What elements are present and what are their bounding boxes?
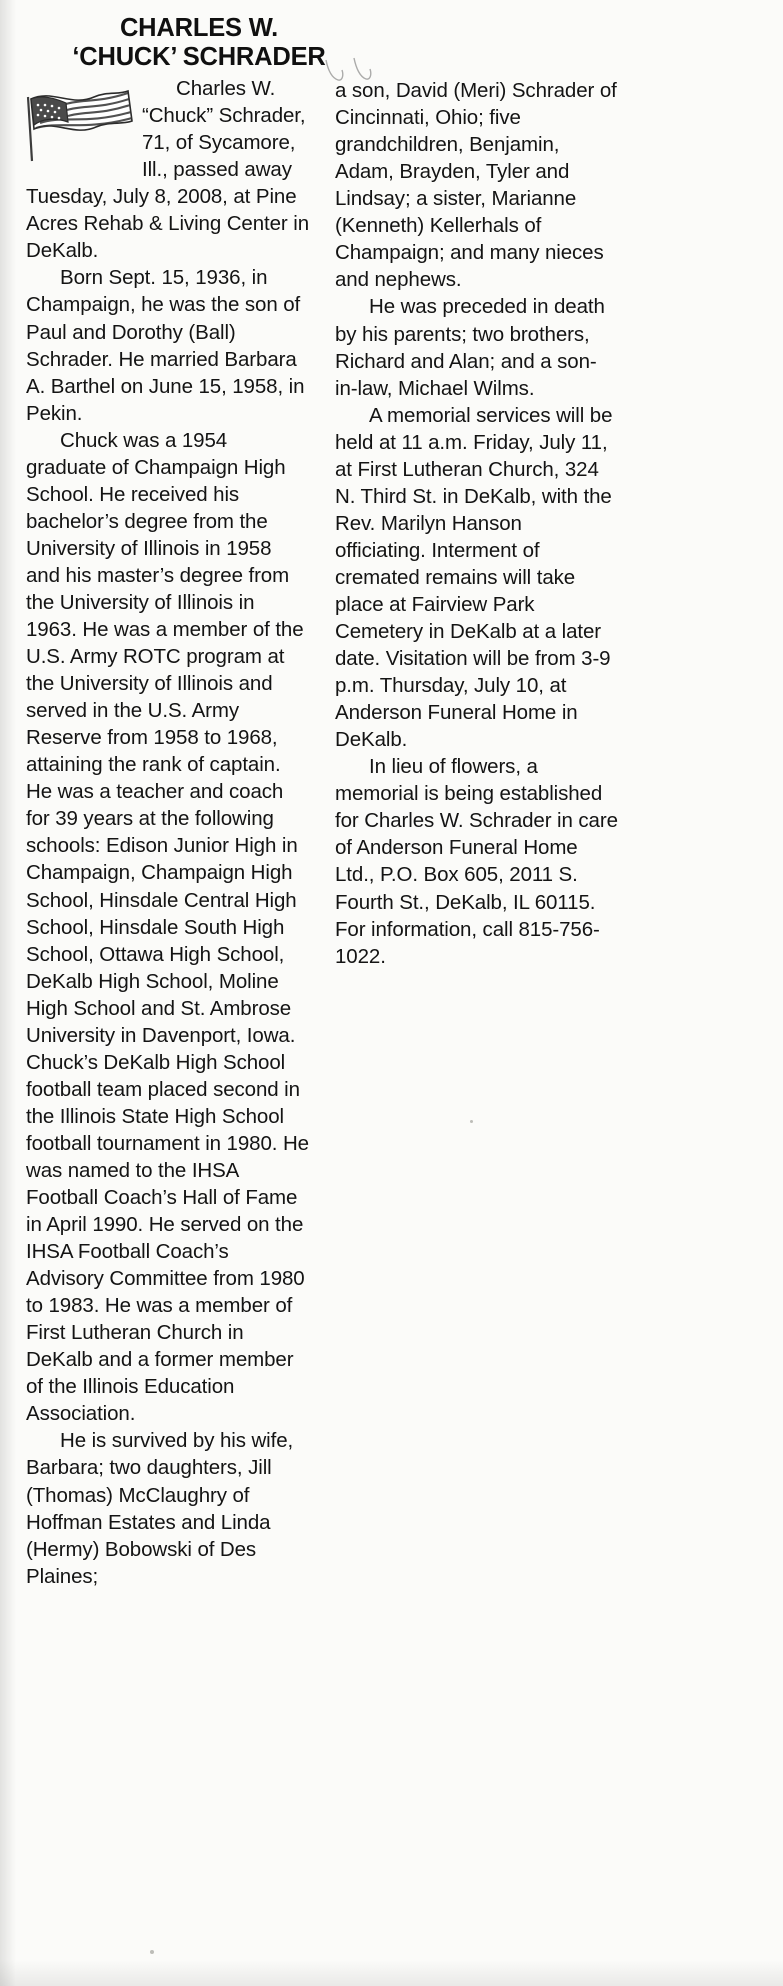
paragraph: Born Sept. 15, 1936, in Champaign, he was the son of Paul and Dorothy (Ball) Schrader. He married Barbara A. Barthel on June 15, 1958, in Pekin. [26,266,305,425]
column-right [335,75,618,970]
paragraph: Charles W. “Chuck” Schrader, 71, of Sycamore, Ill., passed away Tuesday, July 8, 2008, at Pine Acres Rehab & Living Center in DeKalb. [26,77,310,263]
paragraph: He is survived by his wife, Barbara; two daughters, Jill (Thomas) McClaughry of Hoffman Estates and Linda (Hermy) Bobowski of Des Plaines; [26,1429,294,1588]
paragraph: He was preceded in death by his parents; two brothers, Richard and Alan; and a son-in-law, Michael Wilms. [335,295,605,400]
headline-line-1: CHARLES W. [119,14,279,42]
american-flag-icon [22,77,134,163]
paragraph: In lieu of flowers, a memorial is being established for Charles W. Schrader in care of Anderson Funeral Home Ltd., P.O. Box 605, 2011 S. Fourth St., DeKalb, IL 60115. For information, call 815-756-1022. [335,755,618,968]
page-title [64,14,334,71]
paragraph: A memorial services will be held at 11 a.m. Friday, July 11, at First Lutheran Church, 324 N. Third St. in DeKalb, with the Rev. Marilyn Hanson officiating. Interment of cremated remains will take place at Fairview Park Cemetery in DeKalb at a later date. Visitation will be from 3-9 p.m. Thursday, July 10, at Anderson Funeral Home in DeKalb. [335,403,613,752]
paragraph: a son, David (Meri) Schrader of Cincinnati, Ohio; five grandchildren, Benjamin, Adam, Brayden, Tyler and Lindsay; a sister, Marianne (Kenneth) Kellerhals of Champaign; and many nieces and nephews. [335,79,617,292]
article-columns [26,75,757,1590]
headline-line-2: ‘CHUCK’ SCHRADER [72,42,326,71]
paragraph: Chuck was a 1954 graduate of Champaign High School. He received his bachelor’s degree from the University of Illinois in 1958 and his master’s degree from the University of Illinois in 1963. He was a member of the U.S. Army ROTC program at the University of Illinois and served in the U.S. Army Reserve from 1958 to 1968, attaining the rank of captain. He was a teacher and coach for 39 years at the following schools: Edison Junior High in Champaign, Champaign High School, Hinsdale Central High School, Hinsdale South High School, Ottawa High School, DeKalb High School, Moline High School and St. Ambrose University in Davenport, Iowa. Chuck’s DeKalb High School football team placed second in the Illinois State High School football tournament in 1980. He was named to the IHSA Football Coach’s Hall of Fame in April 1990. He served on the IHSA Football Coach’s Advisory Committee from 1980 to 1983. He was a member of First Lutheran Church in DeKalb and a former member of the Illinois Education Association. [26,428,309,1426]
column-left [26,75,309,1590]
